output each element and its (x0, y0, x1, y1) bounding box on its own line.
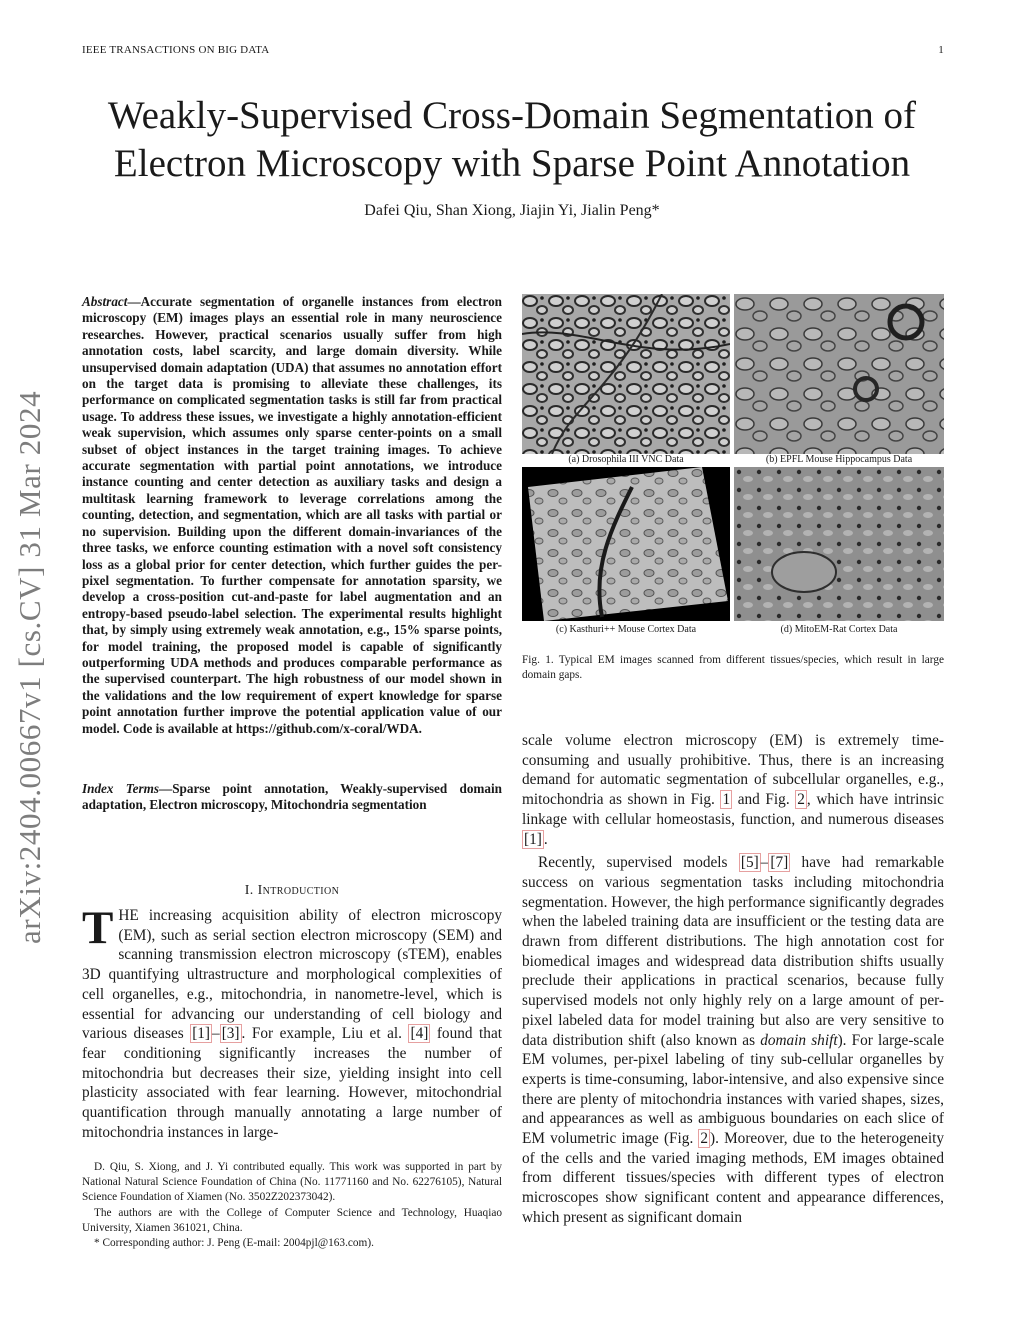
body-text: ). Moreover, due to the heterogeneity of the cells and the varied imaging methods, EM images obtained from different tissues/species with different types of electron microscopes show significant content and appearance differences, which present as significant domain (522, 1130, 944, 1226)
citation-link[interactable]: [1] (524, 830, 542, 848)
section-number: I. (244, 883, 254, 898)
paper-title (60, 92, 964, 188)
arxiv-watermark: arXiv:2404.00667v1 [cs.CV] 31 Mar 2024 (12, 390, 47, 944)
em-image-drosophila (522, 294, 730, 454)
page-number: 1 (938, 44, 944, 56)
body-text: , which have intrinsic linkage with cellular homeostasis, function, and numerous diseases (522, 791, 944, 828)
footnote-corresponding: * Corresponding author: J. Peng (E-mail: 2004pjl@163.com). (94, 1237, 374, 1250)
em-image-hippocampus (734, 294, 944, 454)
citation-link[interactable]: [4] (410, 1025, 429, 1043)
intro-paragraph (82, 902, 502, 1142)
running-header: IEEE TRANSACTIONS ON BIG DATA (82, 44, 270, 56)
citation-dash: – (212, 1025, 220, 1043)
index-terms-text: Sparse point annotation, Weakly-supervised domain adaptation, Electron microscopy, Mitochondria segmentation (82, 781, 503, 813)
section-title: Introduction (257, 883, 340, 898)
paragraph (522, 731, 944, 849)
intro-text: HE increasing acquisition ability of electron microscopy (EM), such as serial section electron microscopy (SEM) and scanning transmission electron microscopy (sTEM), enables 3D quantifying ultrastructure and morphological complexities of cell organelles, e.g., mitochondria, in nanometre-level, which is essential for advancing our understanding of cell biology and various diseases (82, 907, 502, 1043)
panel-b-caption: (b) EPFL Mouse Hippocampus Data (765, 454, 913, 465)
section-heading (82, 883, 502, 899)
abstract-label: Abstract (82, 294, 128, 309)
intro-text: found that fear conditioning significantly increases the number of mitochondria but decreases their size, yielding insight into cell plasticity associated with fear learning. However, mitochondrial quantification through manually annotating a large number of mitochondria instances in large- (82, 1025, 502, 1141)
panel-c-caption: (c) Kasthuri++ Mouse Cortex Data (555, 624, 697, 635)
author-list: Dafei Qiu, Shan Xiong, Jiajin Yi, Jialin Peng* (364, 202, 660, 219)
intro-text: . For example, Liu et al. (241, 1025, 409, 1043)
citation-link[interactable]: [5] (740, 854, 759, 872)
citation-link[interactable]: [1] (192, 1025, 211, 1043)
index-terms: Index Terms—Sparse point annotation, Weakly-supervised domain adaptation, Electron microscopy, Mitochondria segmentation (82, 781, 503, 813)
panel-d-caption: (d) MitoEM-Rat Cortex Data (780, 624, 898, 635)
figure-1-caption: Fig. 1. Typical EM images scanned from different tissues/species, which result in large domain gaps. (522, 654, 944, 682)
panel-a-caption: (a) Drosophila III VNC Data (568, 454, 684, 465)
citation-link[interactable]: [3] (221, 1025, 240, 1043)
index-terms-label: Index Terms (82, 781, 159, 796)
em-image-mitoem (734, 467, 944, 621)
figure-link[interactable]: 1 (722, 791, 731, 809)
abstract: Abstract—Accurate segmentation of organelle instances from electron microscopy (EM) images plays an essential role in many neuroscience researches. However, practical scenarios usually suffer from high annotation costs, label scarcity, and large domain diversity. While unsupervised domain adaptation (UDA) that assumes no annotation effort on the target data is promising to alleviate these challenges, its performance on complicated segmentation tasks is still far from practical usage. To address these issues, we investigate a highly annotation-efficient weak supervision, which assumes only sparse center-points on a small subset of object instances in the target training images. To achieve accurate segmentation with partial point annotations, we introduce instance counting and center detection as auxiliary tasks and design a multitask learning framework to leverage correlations among the counting, detection, and segmentation, which are all tasks with partial or no supervision. Building upon the different domain-invariances of the three tasks, we enforce counting estimation with a novel soft consistency loss as a global prior for center detection, which further guides the per-pixel segmentation. To further compensate for annotation sparsity, we develop a cross-position cut-and-paste for label augmentation and an entropy-based pseudo-label selection. The experimental results highlight that, by simply using extremely weak annotation, e.g., 15% sparse points, for model training, the proposed model is capable of significantly outperforming UDA methods and produces comparable performance as the supervised counterpart. The high robustness of our model shown in the validations and the low requirement of expert knowledge for sparse point annotation further improve the potential application value of our model. Code is available at https://github.com/x-coral/WDA. (82, 294, 502, 736)
figure-link[interactable]: 2 (797, 791, 805, 809)
body-text: ). For large-scale EM volumes, per-pixel labeling of tiny sub-cellular organelles by experts is time-consuming, labor-intensive, and also expensive since there are plenty of mitochondria instances with varied shapes, sizes, and appearances as well as ambiguous boundaries on each slice of EM volumetric image (Fig. (522, 1031, 944, 1148)
emphasis-term: domain shift (760, 1031, 838, 1049)
paragraph (522, 853, 944, 1227)
citation-link[interactable]: [7] (770, 854, 789, 872)
body-text: and Fig. (732, 791, 796, 809)
abstract-text: Accurate segmentation of organelle instances from electron microscopy (EM) images plays an essential role in many neuroscience researches. However, practical scenarios usually suffer from high annotation costs, label scarcity, and large domain diversity. While unsupervised domain adaptation (UDA) that assumes no annotation effort on the target data is promising to alleviate these challenges, its performance on complicated segmentation tasks is still far from practical usage. To address these issues, we investigate a highly annotation-efficient weak supervision, which assumes only sparse center-points on a small subset of object instances in the target training images. To achieve accurate segmentation with partial point annotations, we introduce instance counting and center detection as auxiliary tasks and design a multitask learning framework to leverage correlations among the counting, detection, and segmentation, which are all tasks with partial or no supervision. Building upon the different domain-invariances of the three tasks, we enforce counting estimation with a novel soft consistency loss as a global prior for center detection, which further guides the per-pixel segmentation. To further compensate for annotation sparsity, we develop a cross-position cut-and-paste for label augmentation and an entropy-based pseudo-label selection. The experimental results highlight that, by simply using extremely weak annotation, e.g., 15% sparse points, for model training, the proposed model is capable of significantly outperforming UDA methods and produces comparable performance as the supervised counterpart. The high robustness of our model shown in the validations and the low requirement of expert knowledge for sparse point annotation further improve the potential application value of our model. Code is available at https://github.com/x-coral/WDA. (82, 294, 502, 736)
body-text: Recently, supervised models (538, 854, 739, 872)
body-text: have had remarkable success on various segmentation tasks including mitochondria segmentation. However, the high performance significantly degrades when the labeled training data are insufficient or the testing data are drawn from different distributions. The high annotation cost for biomedical images and widespread data distribution shifts usually preclude their applications in practical scenarios, because fully supervised models not only highly rely on a large amount of per-pixel labeled data for model training but also are very sensitive to data distribution shift (also known as (522, 854, 944, 1049)
em-image-kasthuri (522, 467, 730, 621)
footnote-affiliation: The authors are with the College of Computer Science and Technology, Huaqiao University, Xiamen 361021, China. (82, 1206, 502, 1234)
citation-dash: – (760, 854, 769, 872)
figure-1 (522, 294, 944, 644)
footnote-contribution: D. Qiu, S. Xiong, and J. Yi contributed equally. This work was supported in part by National Natural Science Foundation of China (No. 11771160 and No. 62276105), Natural Science Foundation of Xiamen (No. 3502Z202373042). (82, 1161, 502, 1204)
figure-link[interactable]: 2 (700, 1130, 709, 1148)
intro-continued (522, 731, 944, 1232)
body-text: scale volume electron microscopy (EM) is extremely time-consuming and usually prohibitive. Thus, there is an increasing demand for automatic segmentation of subcellular organelles, e.g., mitochondria as shown in Fig. (522, 732, 944, 809)
footnotes (82, 1160, 502, 1251)
body-text: . (543, 830, 548, 848)
title-line-1: Weakly-Supervised Cross-Domain Segmentation of (107, 94, 917, 137)
drop-cap: T (82, 902, 114, 954)
title-line-2: Electron Microscopy with Sparse Point Annotation (113, 142, 911, 185)
